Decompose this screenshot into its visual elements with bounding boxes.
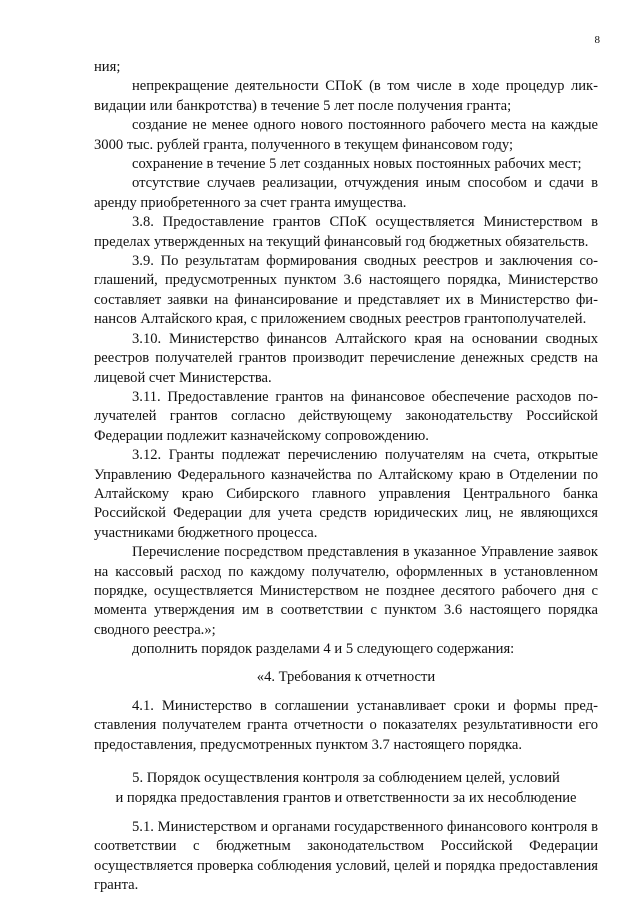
- paragraph: сохранение в течение 5 лет созданных новых постоянных рабочих мест;: [132, 156, 582, 173]
- paragraph-5-1: 5.1. Министерством и органами государственного финансового контроля в соответствии с бюджетным законодательством Российской Федерации осуществляется проверка соблюдения условий, целей и порядка предоставления гранта.: [94, 819, 598, 894]
- paragraph: 3.11. Предоставление грантов на финансовое обеспечение расходов получателей грантов согласно действующему законодательству Российской Федерации подлежит казначейскому сопровождению.: [94, 388, 598, 444]
- paragraph-list: [94, 58, 598, 660]
- section-4-heading: «4. Требования к отчетности: [256, 668, 436, 685]
- document-body: [94, 58, 598, 896]
- page-number: 8: [594, 34, 600, 46]
- paragraph: 3.10. Министерство финансов Алтайского края на основании сводных реестров получателей грантов производит перечисление денежных средств на лицевой счет Министерства.: [94, 330, 598, 386]
- section-5-heading-line-2: и порядка предоставления грантов и ответственности за их несоблюдение: [115, 789, 577, 806]
- paragraph-4-1: 4.1. Министерство в соглашении устанавливает сроки и формы представления получателем гранта отчетности о показателях результативности его предоставления, предусмотренных пунктом 3.7 настоящего порядка.: [94, 698, 598, 753]
- paragraph: отсутствие случаев реализации, отчуждения иным способом и сдачи в аренду приобретенного за счет гранта имущества.: [94, 175, 598, 211]
- paragraph: 3.9. По результатам формирования сводных реестров и заключения соглашений, предусмотренных пунктом 3.6 настоящего порядка, Министерство составляет заявки на финансирование и представляет их в Министерство финансов Алтайского края, с приложением сводных реестров грантополучателей.: [94, 253, 598, 328]
- paragraph: дополнить порядок разделами 4 и 5 следующего содержания:: [132, 641, 515, 658]
- paragraph: 3.12. Гранты подлежат перечислению получателям на счета, открытые Управлению Федерального казначейства по Алтайскому краю в Отделении по Алтайскому краю Сибирского главного управления Центрального банка Российской Федерации для учета средств юридических лиц, не являющихся участниками бюджетного процесса.: [94, 447, 598, 541]
- paragraph: ния;: [94, 59, 121, 75]
- paragraph: 3.8. Предоставление грантов СПоК осуществляется Министерством в пределах утвержденных на текущий финансовый год бюджетных обязательств.: [94, 214, 598, 250]
- paragraph: непрекращение деятельности СПоК (в том числе в ходе процедур ликвидации или банкротства) в течение 5 лет после получения гранта;: [94, 78, 598, 114]
- section-5-heading: [94, 769, 598, 808]
- paragraph: создание не менее одного нового постоянного рабочего места на каждые 3000 тыс. рублей гранта, полученного в текущем финансовом году;: [94, 117, 598, 153]
- paragraph: Перечисление посредством представления в указанное Управление заявок на кассовый расход по каждому получателю, оформленных в установленном порядке, осуществляется Министерством не позднее десятого рабочего дня с момента утверждения им в соответствии с пунктом 3.6 настоящего порядка сводного реестра.»;: [94, 544, 598, 638]
- section-5-heading-line-1: 5. Порядок осуществления контроля за соблюдением целей, условий: [132, 770, 560, 787]
